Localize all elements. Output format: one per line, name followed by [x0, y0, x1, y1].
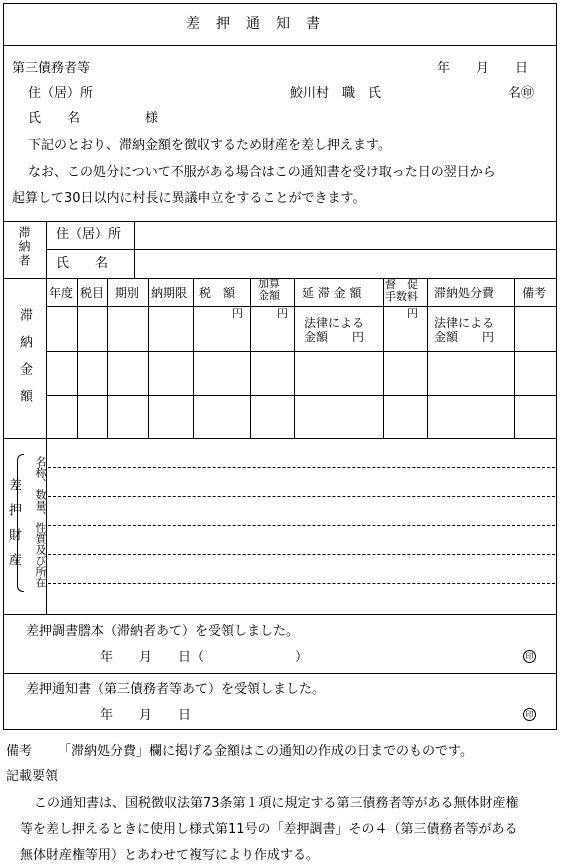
col-header-reminder-fee: 督 促手数料: [385, 278, 418, 303]
delinquent-mid-border: [46, 249, 557, 250]
col-header-due-date: 納期限: [151, 286, 188, 300]
instructions-label: 記載要領: [6, 769, 59, 784]
receipt-2-date: 年 月 日: [100, 708, 192, 723]
instructions-line-2: 等を差し押えるときに使用し様式第11号の「差押調書」その４（第三債務者等がある: [20, 822, 518, 837]
col-header-period: 期別: [115, 286, 140, 300]
disposition-fee-by-law-1: 法律による: [434, 316, 495, 330]
amount-header-bottom: [46, 306, 557, 307]
form-title: 差 押 通 知 書: [186, 16, 321, 32]
receipt-divider: [3, 673, 557, 674]
seized-line-5: [48, 583, 555, 584]
notice-line-2: なお、この処分について不服がある場合はこの通知書を受け取った日の翌日から: [28, 165, 496, 180]
recipient-address-label: 住（居）所: [28, 86, 94, 101]
seized-property-side-label: 差押財産: [6, 478, 21, 578]
title-divider: [3, 45, 557, 46]
col-header-tax-amount: 税 額: [199, 286, 236, 300]
amount-side-divider: [46, 278, 47, 438]
issuer-label: 鮫川村 職 氏: [290, 86, 382, 101]
instructions-line-1: この通知書は、国税徴収法第73条第１項に規定する第三債務者等がある無体財産権: [34, 796, 519, 811]
col-divider-7: [383, 278, 384, 438]
col-divider-1: [77, 278, 78, 438]
seized-line-2: [48, 496, 555, 497]
remarks-label: 備考: [6, 744, 33, 759]
issue-date-label: 年 月 日: [437, 61, 529, 76]
delinquent-name-label: 氏 名: [56, 256, 109, 271]
col-divider-4: [193, 278, 194, 438]
unit-tax-amount: 円: [232, 307, 243, 320]
receipt-1-seal-icon: 印: [523, 650, 536, 663]
recipient-name-label: 氏 名 様: [28, 111, 159, 126]
col-header-year: 年度: [49, 286, 74, 300]
issuer-name-seal: 名㊞: [508, 86, 535, 101]
amount-side-label: 滞納金額: [17, 308, 32, 416]
receipt-1-text: 差押調書謄本（滞納者あて）を受領しました。: [26, 624, 300, 639]
notice-line-3: 起算して30日以内に村長に異議申立をすることができます。: [12, 191, 366, 206]
col-divider-2: [107, 278, 108, 438]
late-fee-by-law-1: 法律による: [304, 316, 365, 330]
col-divider-5: [250, 278, 251, 438]
unit-surcharge: 円: [277, 307, 288, 320]
col-divider-6: [294, 278, 295, 438]
col-divider-9: [514, 278, 515, 438]
amount-row-1-bottom: [46, 351, 557, 352]
recipient-label: 第三債務者等: [12, 61, 91, 76]
notice-line-1: 下記のとおり、滞納金額を徴収するため財産を差し押えます。: [28, 138, 391, 153]
seized-line-3: [48, 525, 555, 526]
delinquent-side-label: 滞納者: [17, 226, 31, 268]
col-header-remarks: 備考: [522, 286, 547, 300]
receipt-2-text: 差押通知書（第三債務者等あて）を受領しました。: [26, 682, 326, 697]
col-header-late-fee: 延 滞 金 額: [302, 286, 362, 300]
seized-line-4: [48, 554, 555, 555]
remarks-text: 「滞納処分費」欄に掲げる金額はこの通知の作成の日までのものです。: [58, 744, 473, 759]
amount-bottom-border: [3, 438, 557, 439]
unit-reminder-fee: 円: [407, 307, 418, 320]
seized-property-paren-label: 名称、数量、性質及び所在: [34, 456, 47, 588]
amount-row-2-bottom: [46, 395, 557, 396]
delinquent-top-border: [3, 221, 557, 222]
disposition-fee-by-law-2: 金額 円: [434, 330, 495, 344]
col-divider-8: [427, 278, 428, 438]
col-divider-3: [148, 278, 149, 438]
seized-property-side-divider: [46, 438, 47, 614]
seized-property-bottom-border: [3, 614, 557, 615]
col-header-tax-item: 税目: [80, 286, 105, 300]
late-fee-by-law-2: 金額 円: [304, 330, 365, 344]
col-header-surcharge: 加算金額: [258, 277, 280, 302]
delinquent-address-label: 住（居）所: [56, 227, 122, 242]
instructions-line-3: 無体財産権等用）とあわせて複写により作成する。: [20, 848, 320, 863]
col-header-disposition-fee: 滞納処分費: [434, 286, 495, 300]
receipt-2-seal-icon: 印: [523, 708, 536, 721]
receipt-1-date: 年 月 日（ ）: [100, 650, 309, 665]
seized-line-1: [48, 467, 555, 468]
